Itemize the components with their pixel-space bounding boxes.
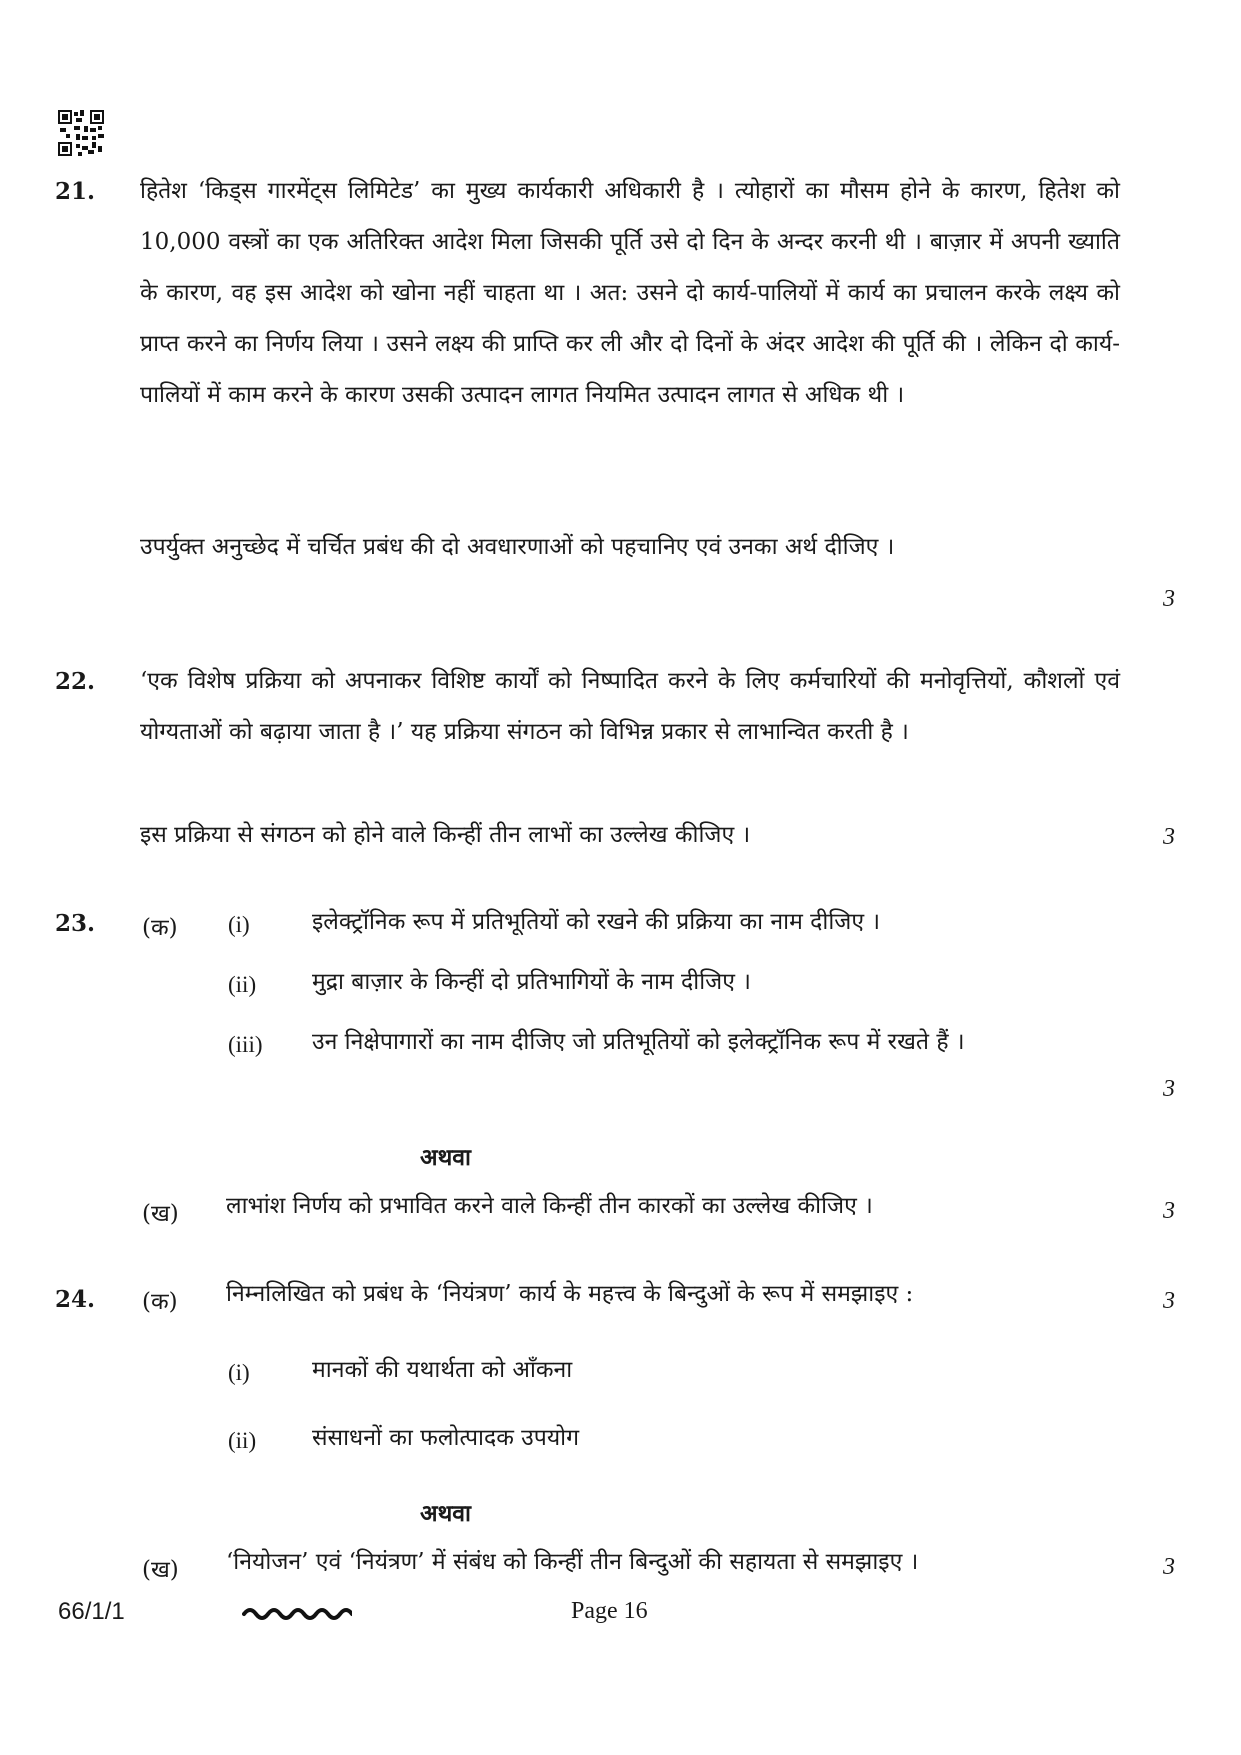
question-22-passage: ‘एक विशेष प्रक्रिया को अपनाकर विशिष्ट कार्यों को निष्पादित करने के लिए कर्मचारियों की मनोवृत्तियों, कौशलों एवं योग्यताओं को बढ़ाया जाता है ।’ यह प्रक्रिया संगठन को विभिन्न प्रकार से लाभान्वित करती है । <box>140 668 1120 745</box>
question-number-24: 24. <box>55 1286 96 1313</box>
question-24-part-a-text: निम्नलिखित को प्रबंध के ‘नियंत्रण’ कार्य के महत्त्व के बिन्दुओं के रूप में समझाइए : <box>226 1281 914 1307</box>
question-21-marks: 3 <box>1163 586 1175 612</box>
question-21-passage: हितेश ‘किड्स गारमेंट्स लिमिटेड’ का मुख्य कार्यकारी अधिकारी है । त्योहारों का मौसम होने के कारण, हितेश को 10,000 वस्त्रों का एक अतिरिक्त आदेश मिला जिसकी पूर्ति उसे दो दिन के अन्दर करनी थी । बाज़ार में अपनी ख्याति के कारण, वह इस आदेश को खोना नहीं चाहता था । अत: उसने दो कार्य-पालियों में कार्य का प्रचालन करके लक्ष्य को प्राप्त करने का निर्णय लिया । उसने लक्ष्य की प्राप्ति कर ली और दो दिनों के अंदर आदेश की पूर्ति की । लेकिन दो कार्य-पालियों में काम करने के कारण उसकी उत्पादन लागत नियमित उत्पादन लागत से अधिक थी । <box>140 178 1120 408</box>
question-23-item-2-text: मुद्रा बाज़ार के किन्हीं दो प्रतिभागियों के नाम दीजिए । <box>312 969 751 995</box>
question-23-part-a-marks: 3 <box>1163 1076 1175 1102</box>
question-23-item-1-label: (i) <box>228 912 250 937</box>
question-23-part-b-text: लाभांश निर्णय को प्रभावित करने वाले किन्हीं तीन कारकों का उल्लेख कीजिए । <box>226 1193 873 1219</box>
question-24-part-b-text: ‘नियोजन’ एवं ‘नियंत्रण’ में संबंध को किन्हीं तीन बिन्दुओं की सहायता से समझाइए । <box>226 1549 919 1575</box>
question-23-part-b-label: (ख) <box>142 1201 179 1227</box>
question-23-item-3-label: (iii) <box>228 1032 263 1057</box>
question-number-23: 23. <box>55 910 96 937</box>
question-22-prompt: इस प्रक्रिया से संगठन को होने वाले किन्हीं तीन लाभों का उल्लेख कीजिए । <box>140 822 751 848</box>
question-23-part-b-marks: 3 <box>1163 1198 1175 1224</box>
question-23-part-a-label: (क) <box>142 915 178 941</box>
question-24-part-a-marks: 3 <box>1163 1288 1175 1314</box>
qr-code-icon <box>58 110 104 156</box>
squiggle-divider-icon <box>242 1602 352 1624</box>
question-24-part-a-label: (क) <box>142 1289 178 1315</box>
question-24-part-b-marks: 3 <box>1163 1554 1175 1580</box>
question-number-22: 22. <box>55 668 96 695</box>
question-24-item-2-text: संसाधनों का फलोत्पादक उपयोग <box>312 1425 580 1451</box>
paper-code: 66/1/1 <box>58 1598 125 1625</box>
question-23-item-2-label: (ii) <box>228 972 257 997</box>
question-24-item-2-label: (ii) <box>228 1428 257 1453</box>
question-22-marks: 3 <box>1163 824 1175 850</box>
question-24-item-1-text: मानकों की यथार्थता को आँकना <box>312 1357 573 1383</box>
question-24-part-b-label: (ख) <box>142 1557 179 1583</box>
question-21-prompt: उपर्युक्त अनुच्छेद में चर्चित प्रबंध की दो अवधारणाओं को पहचानिए एवं उनका अर्थ दीजिए । <box>140 534 895 560</box>
question-23-item-1-text: इलेक्ट्रॉनिक रूप में प्रतिभूतियों को रखने की प्रक्रिया का नाम दीजिए । <box>312 909 881 935</box>
page-number: Page 16 <box>571 1598 648 1624</box>
question-24-item-1-label: (i) <box>228 1360 250 1385</box>
question-number-21: 21. <box>55 178 96 205</box>
question-23-or-label: अथवा <box>420 1144 472 1171</box>
question-24-or-label: अथवा <box>420 1500 472 1527</box>
question-23-item-3-text: उन निक्षेपागारों का नाम दीजिए जो प्रतिभूतियों को इलेक्ट्रॉनिक रूप में रखते हैं । <box>312 1029 965 1055</box>
